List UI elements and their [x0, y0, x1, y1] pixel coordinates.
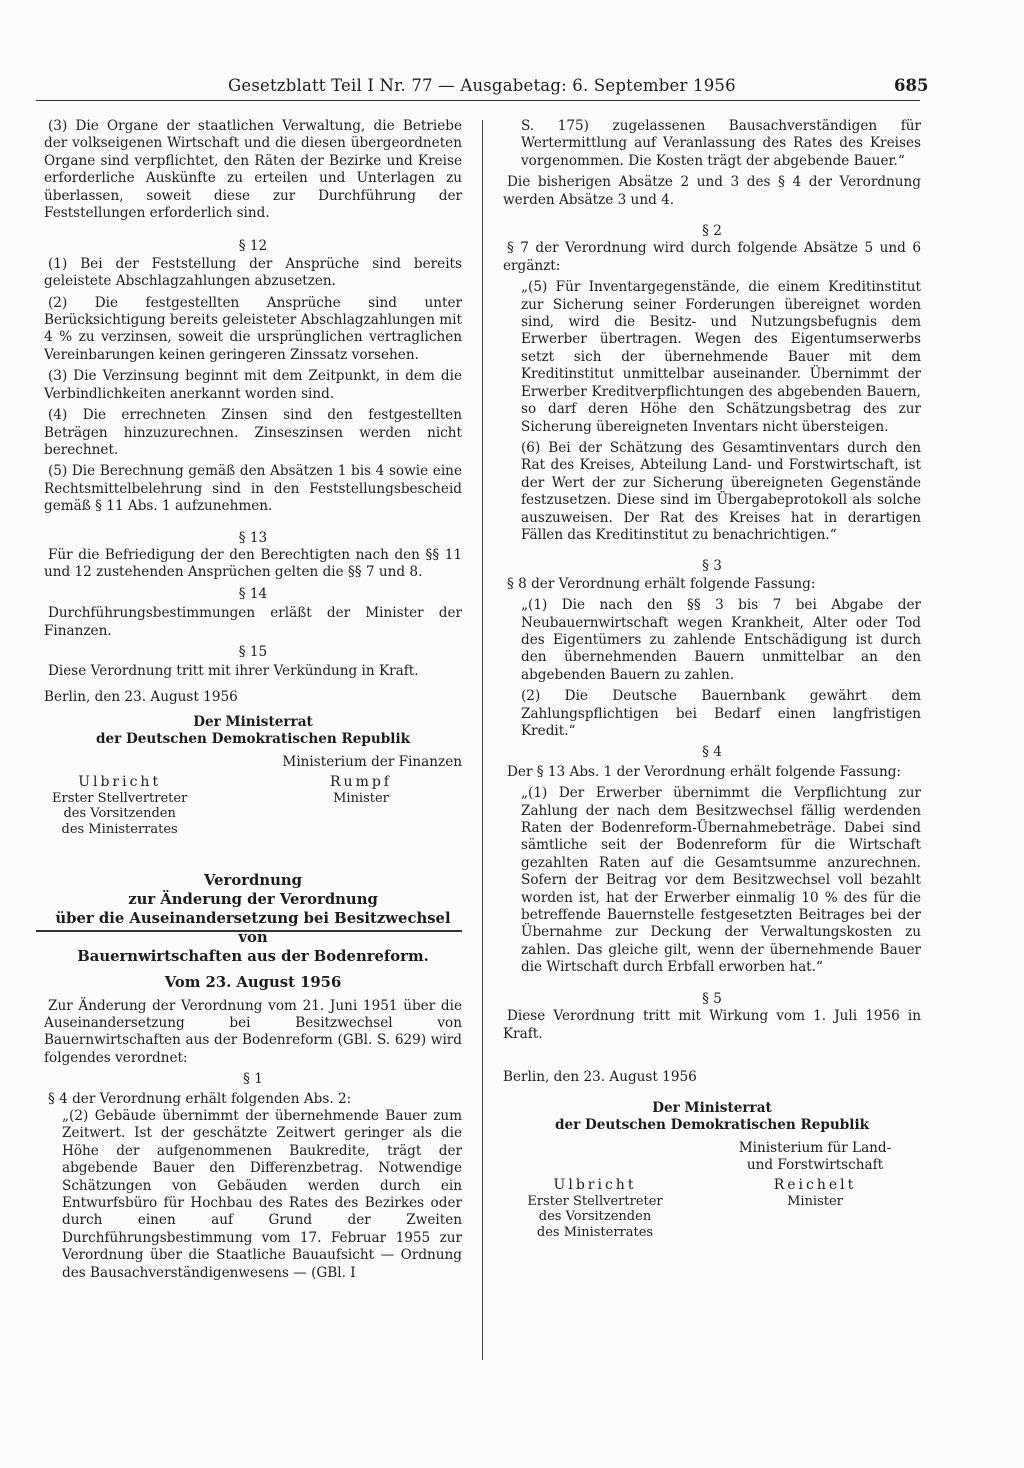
- signatory-name: Ulbricht: [553, 1177, 637, 1194]
- signature-block: [52, 775, 187, 837]
- council-line: der Deutschen Demokratischen Republik: [554, 1117, 870, 1134]
- section-heading: § 13: [238, 529, 268, 546]
- paragraph: § 7 der Verordnung wird durch folgende Absätze 5 und 6 ergänzt:: [503, 240, 921, 274]
- paragraph: (3) Die Verzinsung beginnt mit dem Zeitpunkt, in dem die Verbindlichkeiten anerkannt worden sind.: [44, 368, 462, 402]
- section-heading: § 1: [243, 1071, 263, 1088]
- paragraph: Diese Verordnung tritt mit ihrer Verkündung in Kraft.: [48, 663, 419, 680]
- quoted-paragraph: (2) Die Deutsche Bauernbank gewährt dem Zahlungspflichtigen bei Bedarf einen langfristigen Kredit.“: [521, 688, 921, 739]
- paragraph: (4) Die errechneten Zinsen sind den festgestellten Beträgen hinzuzurechnen. Zinseszinsen werden nicht berechnet.: [44, 407, 462, 458]
- column-divider: [482, 120, 483, 1360]
- paragraph: (2) Die festgestellten Ansprüche sind unter Berücksichtigung bereits geleisteter Abschlagzahlungen mit 4 % zu verzinsen, soweit die ursprünglichen vertraglichen Vereinbarungen keinen geringeren Zinssatz vorsehen.: [44, 294, 462, 363]
- paragraph: Die bisherigen Absätze 2 und 3 des § 4 der Verordnung werden Absätze 3 und 4.: [503, 174, 921, 208]
- council-line: Der Ministerrat: [652, 1100, 772, 1117]
- council-line: Der Ministerrat: [193, 714, 313, 731]
- quoted-paragraph: „(1) Die nach den §§ 3 bis 7 bei Abgabe der Neubauernwirtschaft wegen Krankheit, Alter oder Tod des Eigentümers zu zahlende Entschädigung ist durch den übernehmenden Bauern unmittelbar an den abgebenden Bauern zu zahlen.: [521, 597, 921, 683]
- paragraph: (5) Die Berechnung gemäß den Absätzen 1 bis 4 sowie eine Rechtsmittelbelehrung sind in den Feststellungsbescheid gemäß § 11 Abs. 1 aufzunehmen.: [44, 463, 462, 515]
- paragraph: Diese Verordnung tritt mit Wirkung vom 1. Juli 1956 in Kraft.: [503, 1008, 921, 1042]
- ministry-name: Ministerium der Finanzen: [282, 754, 462, 771]
- page-number: 685: [894, 76, 929, 95]
- council-line: der Deutschen Demokratischen Republik: [95, 731, 411, 748]
- signatory-name: Reichelt: [773, 1177, 857, 1194]
- signature-row: [44, 775, 462, 837]
- right-column: [503, 118, 921, 1260]
- signatory-role: Erster Stellvertreter: [527, 1193, 663, 1209]
- signatory-role: Minister: [787, 1193, 843, 1209]
- decree-title-line: Verordnung: [204, 872, 302, 890]
- signatory-name: Ulbricht: [78, 774, 162, 791]
- decree-title: [44, 871, 462, 966]
- header-rule: [36, 100, 920, 101]
- section-heading: § 14: [238, 585, 268, 602]
- signature-block: [515, 1178, 675, 1240]
- section-heading: § 2: [702, 223, 722, 240]
- signatory-role: des Vorsitzenden: [538, 1209, 652, 1225]
- signatory-name: Rumpf: [330, 774, 392, 791]
- signature-block: [330, 775, 392, 837]
- ministry-name: Ministerium für Land-: [738, 1140, 892, 1157]
- council-signature-title: [44, 714, 462, 748]
- section-heading: § 12: [238, 238, 268, 255]
- ministry-name: und Forstwirtschaft: [746, 1157, 884, 1174]
- signature-area: [503, 1140, 921, 1260]
- paragraph: Durchführungsbestimmungen erläßt der Minister der Finanzen.: [44, 605, 462, 639]
- gazette-title: Gesetzblatt Teil I Nr. 77 — Ausgabetag: 6. September 1956: [228, 76, 736, 95]
- quoted-paragraph: „(1) Der Erwerber übernimmt die Verpflichtung zur Zahlung der nach dem Besitzwechsel fällig werdenden Raten der Bodenreform-Übernahmebeträge. Dabei sind sämtliche seit der Bodenreform für die Wirtschaft gezahlten Raten auf die Gesamtsumme anzurechnen. Sofern der Beitrag vor dem Besitzwechsel voll bezahlt worden ist, hat der Erwerber einmalig 10 % des für die betreffende Bauernstelle festgesetzten Beitrages bei der Übernahme zur Deckung der Verwaltungskosten zu zahlen. Das gleiche gilt, wenn der übernehmende Bauer die Wirtschaft durch Erbfall erworben hat.“: [521, 785, 921, 976]
- signatory-role: des Vorsitzenden: [63, 806, 176, 822]
- paragraph: (3) Die Organe der staatlichen Verwaltung, die Betriebe der volkseigenen Wirtschaft und die diesen übergeordneten Organe sind verpflichtet, den Räten der Bezirke und Kreise erforderliche Auskünfte zu erteilen und Unterlagen zu überlassen, soweit diese zur Durchführung der Feststellungen erforderlich sind.: [44, 118, 462, 222]
- paragraph: § 8 der Verordnung erhält folgende Fassung:: [507, 575, 816, 592]
- decree-date: Vom 23. August 1956: [164, 974, 342, 992]
- quoted-paragraph: „(2) Gebäude übernimmt der übernehmende Bauer zum Zeitwert. Ist der geschätzte Zeitwert geringer als die Höhe der aufgenommenen Baukredite, trägt der abgebende Bauer den Differenzbetrag. Notwendige Schätzungen von Gebäuden werden durch ein Entwurfsbüro für Hochbau des Rates des Bezirkes oder durch einen auf Grund der Zweiten Durchführungsbestimmung vom 17. Februar 1955 zur Verordnung über die Staatliche Bauaufsicht — Ordnung des Bausachverständigenwesens — (GBl. I: [62, 1108, 462, 1281]
- signature-block: [715, 1140, 915, 1209]
- paragraph: § 4 der Verordnung erhält folgenden Abs. 2:: [48, 1090, 352, 1107]
- decree-title-line: über die Auseinandersetzung bei Besitzwechsel von: [55, 910, 451, 947]
- signatory-role: des Ministerrates: [61, 821, 178, 837]
- signatory-role: Minister: [333, 790, 389, 806]
- paragraph: Der § 13 Abs. 1 der Verordnung erhält folgende Fassung:: [507, 763, 901, 780]
- quoted-paragraph: S. 175) zugelassenen Bausachverständigen für Wertermittlung auf Veranlassung des Rates des Kreises vorgenommen. Die Kosten trägt der abgebende Bauer.“: [521, 118, 921, 169]
- paragraph: Zur Änderung der Verordnung vom 21. Juni 1951 über die Auseinandersetzung bei Besitzwechsel von Bauernwirtschaften aus der Bodenreform (GBl. S. 629) wird folgendes verordnet:: [44, 997, 462, 1066]
- council-signature-title: [503, 1100, 921, 1134]
- place-date: Berlin, den 23. August 1956: [44, 688, 238, 705]
- paragraph: (1) Bei der Feststellung der Ansprüche sind bereits geleistete Abschlagzahlungen abzusetzen.: [44, 255, 462, 290]
- place-date: Berlin, den 23. August 1956: [503, 1068, 697, 1085]
- section-heading: § 3: [702, 558, 722, 575]
- section-heading: § 4: [702, 744, 722, 761]
- signatory-role: Erster Stellvertreter: [52, 790, 188, 806]
- quoted-paragraph: (6) Bei der Schätzung des Gesamtinventars durch den Rat des Kreises, Abteilung Land- und Forstwirtschaft, ist der Wert der zur Sicherung übereigneten Gegenstände festzusetzen. Diese sind im Übergabeprotokoll als solche auszuweisen. Der Rat des Kreises hat in derartigen Fällen das Kreditinstitut zu benachrichtigen.“: [521, 439, 921, 543]
- signatory-role: des Ministerrates: [536, 1224, 654, 1240]
- left-column: [44, 118, 462, 1282]
- page-header: [0, 0, 1024, 105]
- decree-title-line: Bauernwirtschaften aus der Bodenreform.: [77, 948, 429, 966]
- paragraph: Für die Befriedigung der den Berechtigten nach den §§ 11 und 12 zustehenden Ansprüchen gelten die §§ 7 und 8.: [44, 546, 462, 581]
- quoted-paragraph: „(5) Für Inventargegenstände, die einem Kreditinstitut zur Sicherung seiner Forderungen übereignet worden sind, wird die Besitz- und Nutzungsbefugnis dem Erwerber übertragen. Wegen des Eigentumserwerbs setzt sich der übernehmende Bauer mit dem Kreditinstitut unmittelbar auseinander. Übernimmt der Erwerber Kreditverpflichtungen des abgebenden Bauern, so darf deren Höhe den Schätzungsbetrag des zur Sicherung übereigneten Inventars nicht übersteigen.: [521, 279, 921, 435]
- section-heading: § 5: [702, 990, 722, 1007]
- section-heading: § 15: [238, 643, 268, 660]
- decree-title-line: zur Änderung der Verordnung: [128, 891, 378, 909]
